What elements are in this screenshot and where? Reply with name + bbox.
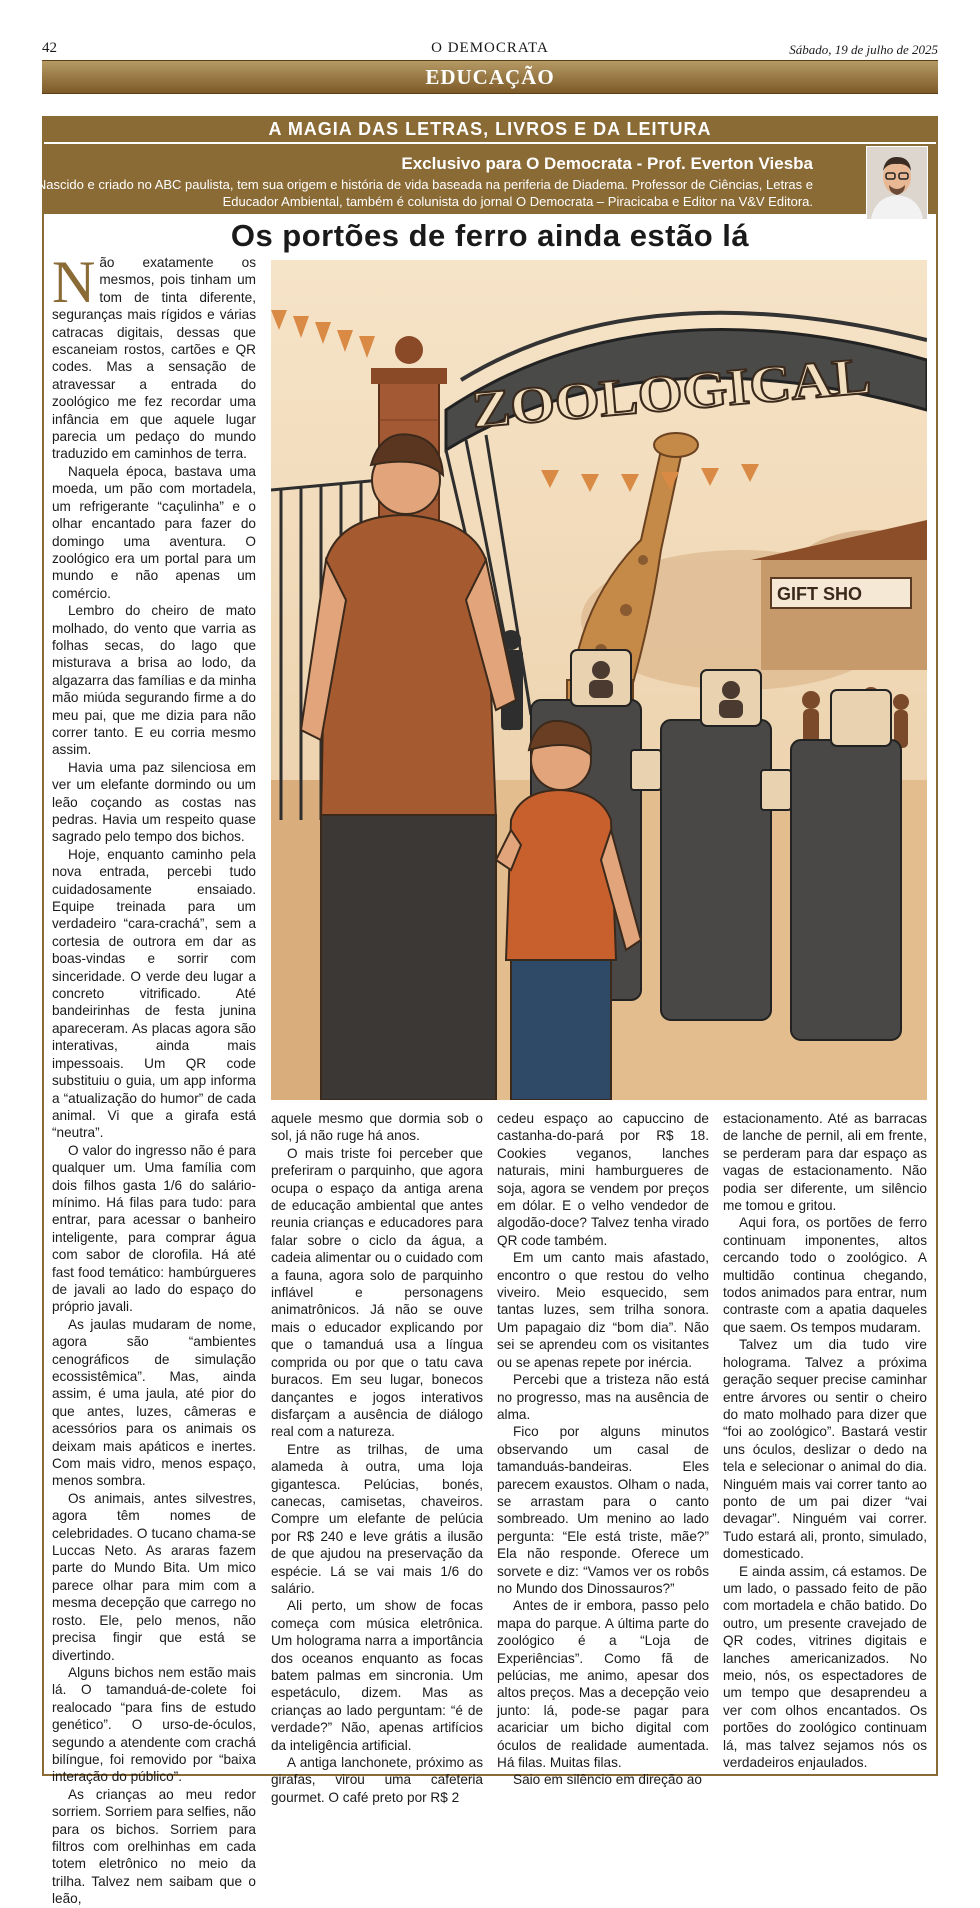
paragraph: Fico por alguns minutos observando um casal de tamanduás-bandeiras. Eles parecem exaustos. Olham o nada, se arrastam para o canto sombreado. Um menino ao lado pergunta: “Ele está triste, mãe?” Ela não responde. Oferece um sorvete e diz: “Vamos ver os robôs no Mundo dos Dinossauros?” [497,1424,709,1596]
paragraph: Não exatamente os mesmos, pois tinham um tom de tinta diferente, seguranças mais rígidos e várias catracas digitais, dessas que escaneiam rostos, cartões e QR codes. Mas a sensação de atravessar a entrada do zoológico me fez recordar uma infância em que aquele lugar parecia um pedaço do mundo traduzido em caminhos de terra. [52,249,256,462]
author-photo [866,146,928,220]
page-number: 42 [42,40,57,56]
paragraph: E ainda assim, cá estamos. De um lado, o passado feito de pão com mortadela e chão batido. Do outro, um presente cravejado de QR codes, vitrines digitais e lanches americanizados. No meio, nós, os espectadores de um tempo que desaprendeu a ver com olhos encantados. Os portões do zoológico continuam lá, mas talvez sejamos nós os verdadeiros enjaulados. [723,1563,927,1771]
article-column-4 [723,1110,927,1771]
issue-date: Sábado, 19 de julho de 2025 [789,42,938,57]
paragraph: As crianças ao meu redor sorriem. Sorriem para selfies, não para os bichos. Sorriem para filtros com orelhinhas em cada totem eletrônico no meio da trilha. Talvez nem saibam que o leão, [52,1786,256,1907]
paragraph: A antiga lanchonete, próximo as girafas, virou uma cafeteria gourmet. O café preto por R$ 2 [271,1755,483,1805]
author-bio: Nascido e criado no ABC paulista, tem sua origem e história de vida baseada na periferia de Diadema. Professor de Ciências, Letras e Educador Ambiental, também é colunista do jornal O Democrata – Piracicaba e Editor na V&V Editora. [36,177,813,209]
article-headline: Os portões de ferro ainda estão lá [230,218,750,253]
paragraph: Saio em silêncio em direção ao [513,1772,702,1788]
paragraph: O mais triste foi perceber que preferiram o parquinho, que agora ocupa o espaço da antiga arena de educação ambiental que antes reunia crianças e educadores para falar sobre o ciclo da água, a cadeia alimentar ou o cuidado com a fauna, agora solo de parquinho inflável e personagens animatrônicos. Já não se ouve mais o educador explicando por que o tamanduá usa a língua comprida ou por que o tatu cava buracos. Em seu lugar, bonecos dançantes e jogos interativos disfarçam a ausência de diálogo real com a natureza. [271,1145,483,1440]
article-column-3 [497,1110,709,1789]
paragraph: Lembro do cheiro de mato molhado, do vento que varria as folhas secas, do lago que misturava a brisa ao lodo, da algazarra das famílias e da minha mão miúda segurando firme a do meu pai, que me dizia para não correr tanto. E eu corria mesmo assim. [52,603,257,758]
drop-cap: N [52,249,96,315]
paragraph: Em um canto mais afastado, encontro o que restou do velho viveiro. Meio esquecido, sem tantas luzes, sem trilha sonora. Um papagaio diz “bom dia”. Não sei se aprendeu com os visitantes ou se apenas repete por inércia. [497,1250,709,1370]
newspaper-name: O DEMOCRATA [431,40,549,56]
paragraph: Aqui fora, os portões de ferro continuam imponentes, altos cercando todo o zoológico. A multidão continua chegando, todos animados para entrar, num contraste com a apatia daqueles que saem. Os tempos mudaram. [723,1215,927,1335]
masthead [42,38,938,62]
section-title: EDUCAÇÃO [42,60,938,94]
zoo-gate-illustration [271,260,927,1100]
article-column-1 [52,249,257,1908]
paragraph: Entre as trilhas, de uma alameda à outra, uma loja gigantesca. Pelúcias, bonés, canecas, camisetas, chaveiros. Compre um elefante de pelúcia por R$ 240 e leve grátis a ilusão de que ajudou na preservação da espécie. Lá se vai mais 1/6 do salário. [271,1441,483,1596]
paragraph: Hoje, enquanto caminho pela nova entrada, percebi tudo cuidadosamente ensaiado. Equipe treinada para um verdadeiro “cara-crachá”, sem a cortesia de outrora em dar as boas-vindas e sorrir com sinceridade. O verde deu lugar a concreto vitrificado. Até bandeirinhas de festa junina apareceram. As placas agora são interativas, ainda mais impessoais. Um QR code substituiu o guia, um app informa a “atualização do humor” de cada animal. Vi que a girafa está “neutra”. [52,846,256,1141]
author-line: Exclusivo para O Democrata - Prof. Everton Viesba [401,154,813,173]
zoo-arch-sign: ZOOLOGICAL [469,351,835,440]
paragraph: Percebi que a tristeza não está no progresso, mas na ausência de alma. [497,1372,709,1422]
paragraph: estacionamento. Até as barracas de lanche de pernil, ali em frente, se perderam para dar espaço as vagas de estacionamento. Não podia ser diferente, um silêncio me tomou e gritou. [723,1111,927,1214]
gift-shop-sign: GIFT SHO [777,584,862,604]
paragraph: As jaulas mudaram de nome, agora são “ambientes cenográficos de simulação ecossistêmica”. Mas, ainda assim, é uma jaula, até pior do que antes, luzes, câmeras e acessórios para os animais os deixam mais apáticos e inertes. Com mais vidro, menos espaço, menos sombra. [52,1316,256,1489]
paragraph: Talvez um dia tudo vire holograma. Talvez a próxima geração sequer precise caminhar entre árvores ou sentir o cheiro do mato molhado para dizer que “foi ao zoológico”. Bastará vestir uns óculos, deslizar o dedo na tela e selecionar o animal do dia. Ninguém mais vai correr tanto ao ponto de um pai dizer “vai devagar”. Ninguém vai correr. Tudo estará ali, pronto, simulado, domesticado. [723,1337,927,1562]
paragraph: O valor do ingresso não é para qualquer um. Uma família com dois filhos gasta 1/6 do salário-mínimo. Há filas para tudo: para entrar, para acessar o banheiro inteligente, para comprar água com sabor de clorofila. Há até fast food temático: hambúrgueres de javali ao lado do espaço do próprio javali. [52,1142,256,1315]
paragraph: aquele mesmo que dormia sob o sol, já não ruge há anos. [271,1111,483,1144]
article-column-2 [271,1110,483,1806]
paragraph: Naquela época, bastava uma moeda, um pão com mortadela, um refrigerante “caçulinha” e o olhar encantado para fazer do domingo uma aventura. O zoológico era um portal para um mundo e não apenas um comércio. [52,463,256,601]
paragraph: cedeu espaço ao capuccino de castanha-do-pará por R$ 18. Cookies veganos, lanches naturais, mini hamburgueres de soja, agora se vendem por preços em dólar. E o velho vendedor de algodão-doce? Talvez tenha virado QR code também. [497,1111,709,1248]
paragraph: Havia uma paz silenciosa em ver um elefante dormindo ou um leão coçando as costas nas pedras. Havia um respeito quase sagrado pelo tempo dos bichos. [52,759,256,845]
paragraph: Antes de ir embora, passo pelo mapa do parque. A última parte do zoológico é a “Loja de Experiências”. Como fã de pelúcias, me animo, apesar dos altos preços. Mas a decepção veio junto: lá, pode-se pagar para acariciar um bicho digital com óculos de realidade aumentada. Há filas. Muitas filas. [497,1598,709,1771]
paragraph: Os animais, antes silvestres, agora têm nomes de celebridades. O tucano chama-se Luccas Neto. As araras fazem parte do Mundo Bita. Um mico parece olhar para mim com a mesma decepção que carrego no rosto. Ele, pelo menos, não precisa fingir que está se divertindo. [52,1490,256,1663]
column-title: A MAGIA DAS LETRAS, LIVROS E DA LEITURA [42,116,938,142]
author-box [36,144,938,214]
paragraph: Ali perto, um show de focas começa com música eletrônica. Um holograma narra a importância dos oceanos enquanto as focas batem palmas em sincronia. Um espetáculo, dizem. Mas as crianças ao lado perguntam: “é de verdade?” Não, apenas artifícios da inteligência artificial. [271,1598,483,1753]
paragraph: Alguns bichos nem estão mais lá. O tamanduá-de-colete foi realocado “para fins de estudo genético”. O urso-de-óculos, segundo a atendente com crachá bilíngue, foi removido por “baixa interação do público”. [52,1664,256,1785]
